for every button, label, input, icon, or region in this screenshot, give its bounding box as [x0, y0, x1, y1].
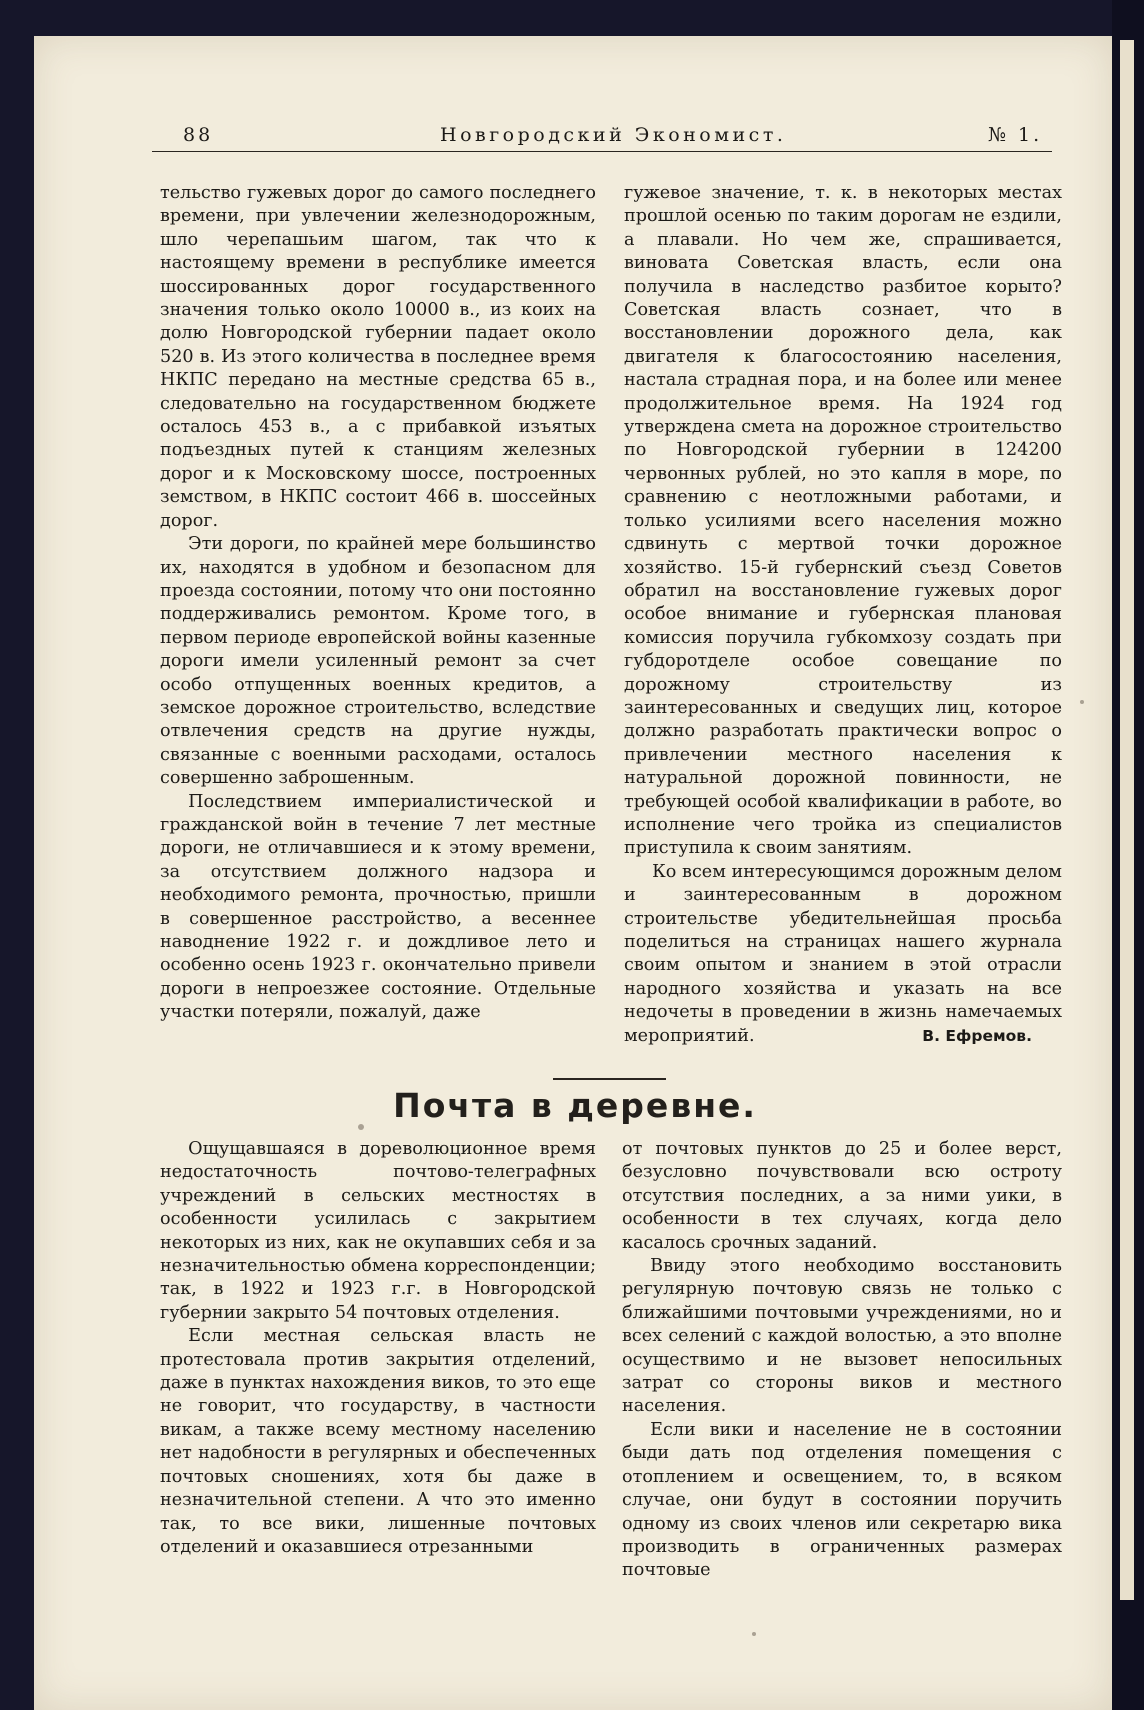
paragraph: тельство гужевых дорог до самого последнего времени, при увлечении железнодорожным, шло черепашьим шагом, так что к настоящему времени в республике имеется шоссированных дорог государственного значения только около 10000 в., из коих на долю Новгородской губернии падает около 520 в. Из этого количества в последнее время НКПС передано на местные средства 65 в., следовательно на государственном бюджете осталось 453 в., а с прибавкой изъятых подъездных путей к станциям железных дорог и к Московскому шоссе, построенных земством, в НКПС состоит 466 в. шоссейных дорог. — [160, 183, 596, 531]
paragraph-text: Ко всем интересующимся дорожным делом и заинтересованным в дорожном строительстве убедительнейшая просьба поделиться на страницах нашего журнала своим опытом и знанием в этой отрасли народного хозяйства и указать на все недочеты в проведении в жизнь намечаемых мероприятий. — [624, 861, 1062, 1046]
header-rule — [152, 151, 1052, 152]
article2-column-right — [622, 1138, 1062, 1583]
page-number: 88 — [183, 124, 214, 146]
author-signature: В. Ефремов. — [922, 1026, 1032, 1045]
paragraph — [624, 861, 1062, 1048]
paper-speck — [752, 1632, 756, 1636]
article-title: Почта в деревне. — [393, 1086, 757, 1125]
issue-number: № 1. — [988, 124, 1043, 146]
paragraph: Если вики и население не в состоянии быди дать под отделения помещения с отоплением и освещением, то, в всяком случае, они будут в состоянии поручить одному из своих членов или секретарю вика производить в ограниченных размерах почтовые — [622, 1419, 1062, 1581]
page-header — [150, 120, 1050, 154]
paper-speck — [1080, 700, 1084, 704]
paragraph: Эти дороги, по крайней мере большинство их, находятся в удобном и безопасном для проезда состоянии, потому что они постоянно поддерживались ремонтом. Кроме того, в первом периоде европейской войны казенные дороги имели усиленный ремонт за счет особо отпущенных военных кредитов, а земское дорожное строительство, вследствие отвлечения средств на другие нужды, связанные с военными расходами, осталось совершенно заброшенным. — [160, 534, 596, 789]
journal-title: Новгородский Экономист. — [440, 124, 787, 146]
article1-column-left — [160, 182, 596, 1025]
paragraph: Последствием империалистической и гражданской войн в течение 7 лет местные дороги, не отличавшиеся и к этому времени, за отсутствием должного надзора и необходимого ремонта, прочностью, пришли в совершенное расстройство, а весеннее наводнение 1922 г. и дождливое лето и особенно осень 1923 г. окончательно привели дороги в непроезжее состояние. Отдельные участки потеряли, пожалуй, даже — [160, 791, 596, 1023]
paragraph: Если местная сельская власть не протестовала против закрытия отделений, даже в пунктах нахождения виков, то это еще не говорит, что государству, в частности викам, а также всему местному населению нет надобности в регулярных и обеспеченных почтовых сношениях, хотя бы даже в незначительной степени. А что это именно так, то все вики, лишенные почтовых отделений и оказавшиеся отрезанными — [160, 1326, 596, 1557]
article1-column-right — [624, 182, 1062, 1048]
next-page-edge — [1120, 40, 1134, 1600]
paragraph: от почтовых пунктов до 25 и более верст, безусловно почувствовали всю остроту отсутствия последних, а за ними уики, в особенности в тех случаях, когда дело касалось срочных заданий. — [622, 1139, 1062, 1253]
paragraph: Ввиду этого необходимо восстановить регулярную почтовую связь не только с ближайшими почтовыми учреждениями, но и всех селений с каждой волостью, а это вполне осуществимо и не вызовет непосильных затрат со стороны виков и местного населения. — [622, 1256, 1062, 1417]
paper-speck — [358, 1124, 364, 1130]
article-divider — [553, 1078, 666, 1080]
article2-column-left — [160, 1138, 596, 1559]
paragraph: Ощущавшаяся в дореволюционное время недостаточность почтово-телеграфных учреждений в сельских местностях в особенности усилилась с закрытием некоторых из них, как не окупавших себя и за незначительностью обмена корреспонденции; так, в 1922 и 1923 г.г. в Новгородской губернии закрыто 54 почтовых отделения. — [160, 1139, 596, 1323]
paragraph: гужевое значение, т. к. в некоторых местах прошлой осенью по таким дорогам не ездили, а плавали. Но чем же, спрашивается, виновата Советская власть, если она получила в наследство разбитое корыто? Советская власть сознает, что в восстановлении дорожного дела, как двигателя к благосостоянию населения, настала страдная пора, и на более или менее продолжительное время. На 1924 год утверждена смета на дорожное строительство по Новгородской губернии в 124200 червонных рублей, но это капля в море, по сравнению с неотложными работами, и только усилиями всего населения можно сдвинуть с мертвой точки дорожное хозяйство. 15-й губернский съезд Советов обратил на восстановление гужевых дорог особое внимание и губернская плановая комиссия поручила губкомхозу создать при губдоротделе особое совещание по дорожному строительству из заинтересованных и сведущих лиц, которое должно разработать практически вопрос о привлечении местного населения к натуральной дорожной повинности, не требующей особой квалификации в работе, во исполнение чего тройка из специалистов приступила к своим занятиям. — [624, 183, 1062, 859]
